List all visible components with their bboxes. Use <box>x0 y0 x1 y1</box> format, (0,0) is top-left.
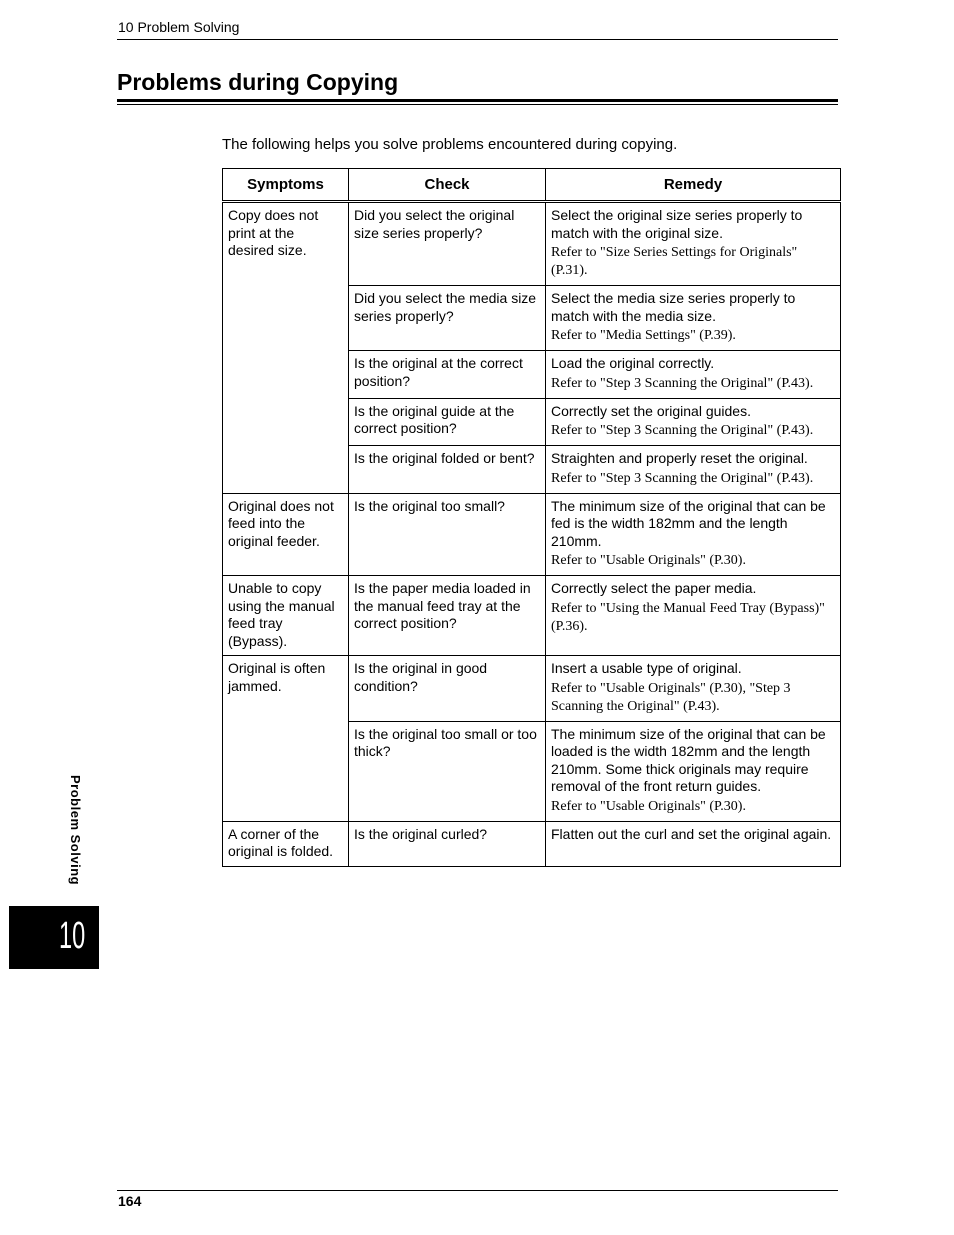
remedy-text: Correctly select the paper media. <box>551 580 757 596</box>
reference-text: Refer to "Step 3 Scanning the Original" (P.43). <box>551 423 814 438</box>
remedy-cell <box>546 721 841 821</box>
remedy-cell <box>546 398 841 446</box>
symptom-cell: Copy does not print at the desired size. <box>223 202 349 494</box>
remedy-cell <box>546 446 841 494</box>
table-row <box>223 656 841 722</box>
table-row <box>223 821 841 866</box>
title-rule-thick <box>117 99 838 102</box>
remedy-cell <box>546 202 841 286</box>
title-rule-thin <box>117 104 838 105</box>
symptom-cell: Unable to copy using the manual feed tray (Bypass). <box>223 576 349 656</box>
header-remedy: Remedy <box>546 169 841 202</box>
check-cell: Is the original at the correct position? <box>349 351 546 399</box>
remedy-cell <box>546 656 841 722</box>
remedy-text: The minimum size of the original that can be fed is the width 182mm and the length 210mm. <box>551 497 826 549</box>
table-header-row <box>223 169 841 202</box>
check-cell: Is the original folded or bent? <box>349 446 546 494</box>
reference-text: Refer to "Usable Originals" (P.30). <box>551 798 746 814</box>
check-cell: Is the paper media loaded in the manual feed tray at the correct position? <box>349 576 546 656</box>
reference-text: Refer to "Step 3 Scanning the Original" (P.43). <box>551 470 814 486</box>
table-row <box>223 202 841 286</box>
remedy-text: The minimum size of the original that can be loaded is the width 182mm and the length 210mm. Some thick originals may require removal of the front return guides. <box>551 725 826 794</box>
reference-text: Refer to "Step 3 Scanning the Original" (P.43). <box>551 375 814 391</box>
remedy-cell <box>546 493 841 576</box>
table-row <box>223 493 841 576</box>
check-cell: Is the original curled? <box>349 821 546 866</box>
reference-text: Refer to "Media Settings" (P.39). <box>551 328 736 343</box>
remedy-text: Correctly set the original guides. <box>551 402 751 419</box>
reference-text: Refer to "Usable Originals" (P.30), "Step 3 Scanning the Original" (P.43). <box>551 680 791 714</box>
remedy-text: Select the media size series properly to match with the media size. <box>551 290 796 324</box>
check-cell: Is the original too small or too thick? <box>349 721 546 821</box>
footer-rule <box>117 1190 838 1191</box>
header-rule <box>117 39 838 40</box>
header-symptoms: Symptoms <box>223 169 349 202</box>
reference-text: Refer to "Size Series Settings for Originals" (P.31). <box>551 245 798 278</box>
symptom-cell: A corner of the original is folded. <box>223 821 349 866</box>
remedy-cell <box>546 576 841 656</box>
check-cell: Did you select the original size series properly? <box>349 202 546 286</box>
check-cell: Is the original in good condition? <box>349 656 546 722</box>
running-head: 10 Problem Solving <box>118 19 240 35</box>
side-chapter-label: Problem Solving <box>68 775 83 886</box>
problems-table <box>222 168 841 867</box>
remedy-text: Flatten out the curl and set the original again. <box>551 825 832 842</box>
remedy-cell <box>546 821 841 866</box>
page-number: 164 <box>118 1193 142 1209</box>
remedy-cell <box>546 351 841 399</box>
remedy-text: Straighten and properly reset the original. <box>551 450 808 466</box>
check-cell: Is the original guide at the correct position? <box>349 398 546 446</box>
remedy-text: Load the original correctly. <box>551 355 715 371</box>
check-cell: Is the original too small? <box>349 493 546 576</box>
remedy-cell <box>546 286 841 351</box>
remedy-text: Select the original size series properly to match with the original size. <box>551 207 803 241</box>
table-body <box>223 202 841 867</box>
table-row <box>223 576 841 656</box>
symptom-cell: Original is often jammed. <box>223 656 349 822</box>
reference-text: Refer to "Usable Originals" (P.30). <box>551 553 746 568</box>
remedy-text: Insert a usable type of original. <box>551 660 742 676</box>
check-cell: Did you select the media size series properly? <box>349 286 546 351</box>
symptom-cell: Original does not feed into the original feeder. <box>223 493 349 576</box>
chapter-number: 10 <box>59 915 86 957</box>
reference-text: Refer to "Using the Manual Feed Tray (Bypass)" (P.36). <box>551 600 825 634</box>
header-check: Check <box>349 169 546 202</box>
section-title: Problems during Copying <box>117 69 399 95</box>
intro-text: The following helps you solve problems encountered during copying. <box>222 136 678 153</box>
chapter-tab <box>9 906 99 969</box>
